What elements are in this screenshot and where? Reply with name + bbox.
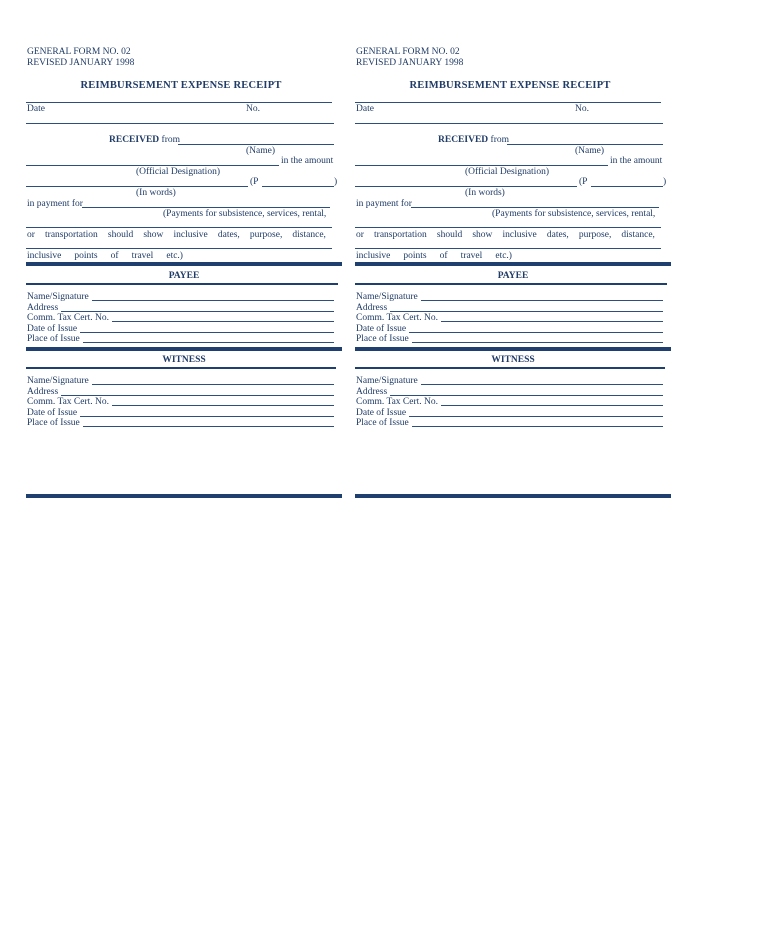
instruction-line-end xyxy=(356,251,512,262)
amount-words-field[interactable] xyxy=(355,186,577,187)
payee-heading: PAYEE xyxy=(168,271,200,281)
form-title: REIMBURSEMENT EXPENSE RECEIPT xyxy=(409,80,611,91)
instruction-word: purpose, xyxy=(249,230,283,240)
witness-place-of-issue-label: Place of Issue xyxy=(356,418,409,428)
peso-open: (P xyxy=(250,177,259,187)
form-header xyxy=(356,47,463,68)
payee-date-of-issue-field[interactable] xyxy=(409,332,663,333)
instruction-rule xyxy=(26,248,332,249)
peso-amount-field[interactable] xyxy=(262,186,334,187)
amount-label: in the amount xyxy=(610,156,663,166)
footer-rule xyxy=(26,494,342,498)
instruction-word: show xyxy=(472,230,493,240)
witness-address-label: Address xyxy=(356,386,388,397)
witness-tax-cert-no-field[interactable] xyxy=(112,405,334,406)
payment-for-field[interactable] xyxy=(82,207,330,208)
payment-for-field[interactable] xyxy=(411,207,659,208)
payee-name-signature-field[interactable] xyxy=(421,300,663,301)
form-number: GENERAL FORM NO. 02 xyxy=(27,47,131,57)
amount-label: in the amount xyxy=(281,156,334,166)
received-from-label: RECEIVED from xyxy=(438,135,509,145)
payments-hint: (Payments for subsistence, services, rental, xyxy=(163,209,327,219)
received-from-field[interactable] xyxy=(178,144,334,145)
witness-name-signature-field[interactable] xyxy=(421,384,663,385)
payee-tax-cert-no-field[interactable] xyxy=(441,321,663,322)
instruction-word: show xyxy=(143,230,164,240)
witness-date-of-issue-label: Date of Issue xyxy=(356,407,407,418)
witness-name-signature-label: Name/Signature xyxy=(356,376,418,386)
witness-heading: WITNESS xyxy=(162,355,206,365)
instruction-word: distance, xyxy=(621,230,655,240)
payee-address-label: Address xyxy=(27,302,59,313)
payee-address-field[interactable] xyxy=(390,311,663,312)
payee-address-field[interactable] xyxy=(61,311,334,312)
witness-tax-cert-no-label: Comm. Tax Cert. No. xyxy=(356,397,439,407)
top-rule xyxy=(26,102,332,103)
date-field[interactable] xyxy=(355,123,663,124)
payee-rule xyxy=(26,283,338,285)
witness-place-of-issue-field[interactable] xyxy=(412,426,663,427)
peso-amount-field[interactable] xyxy=(591,186,663,187)
witness-heading: WITNESS xyxy=(491,355,535,365)
date-label: Date xyxy=(356,104,374,114)
payee-place-of-issue-label: Place of Issue xyxy=(356,334,409,344)
designation-hint: (Official Designation) xyxy=(136,167,220,177)
designation-field[interactable] xyxy=(26,165,279,166)
name-hint: (Name) xyxy=(246,146,276,156)
payee-rule xyxy=(355,283,667,285)
footer-rule xyxy=(355,494,671,498)
instruction-word: travel xyxy=(131,251,154,261)
payee-name-signature-field[interactable] xyxy=(92,300,334,301)
payee-name-signature-label: Name/Signature xyxy=(27,292,89,302)
instruction-word: points xyxy=(74,251,98,261)
payee-tax-cert-no-label: Comm. Tax Cert. No. xyxy=(27,313,110,323)
instruction-line xyxy=(356,230,655,241)
witness-date-of-issue-field[interactable] xyxy=(409,416,663,417)
instruction-word: purpose, xyxy=(578,230,612,240)
peso-close: ) xyxy=(663,177,667,187)
payee-tax-cert-no-field[interactable] xyxy=(112,321,334,322)
instruction-word: dates, xyxy=(217,230,240,240)
date-label: Date xyxy=(27,104,45,114)
instruction-rule xyxy=(355,248,661,249)
instruction-word: or xyxy=(356,230,364,240)
payee-name-signature-label: Name/Signature xyxy=(356,292,418,302)
designation-field[interactable] xyxy=(355,165,608,166)
words-hint: (In words) xyxy=(465,188,505,198)
revision-date: REVISED JANUARY 1998 xyxy=(356,57,464,68)
payee-date-of-issue-label: Date of Issue xyxy=(356,323,407,334)
instruction-word: etc.) xyxy=(495,251,512,261)
name-hint: (Name) xyxy=(575,146,605,156)
payee-place-of-issue-label: Place of Issue xyxy=(27,334,80,344)
peso-close: ) xyxy=(334,177,338,187)
payment-rule xyxy=(26,227,332,228)
witness-address-label: Address xyxy=(27,386,59,397)
instruction-word: of xyxy=(110,251,119,261)
instruction-word: should xyxy=(436,230,463,240)
instruction-line-end xyxy=(27,251,183,262)
payee-place-of-issue-field[interactable] xyxy=(83,342,334,343)
payments-hint: (Payments for subsistence, services, rental, xyxy=(492,209,656,219)
witness-address-field[interactable] xyxy=(390,395,663,396)
instruction-word: or xyxy=(27,230,35,240)
form-number: GENERAL FORM NO. 02 xyxy=(356,47,460,57)
instruction-word: travel xyxy=(460,251,483,261)
instruction-word: of xyxy=(439,251,448,261)
instruction-word: transportation xyxy=(45,230,98,240)
instruction-word: distance, xyxy=(292,230,326,240)
received-from-field[interactable] xyxy=(507,144,663,145)
witness-name-signature-field[interactable] xyxy=(92,384,334,385)
instruction-word: should xyxy=(107,230,134,240)
witness-place-of-issue-label: Place of Issue xyxy=(27,418,80,428)
top-rule xyxy=(355,102,661,103)
payee-address-label: Address xyxy=(356,302,388,313)
payee-date-of-issue-label: Date of Issue xyxy=(27,323,78,334)
witness-address-field[interactable] xyxy=(61,395,334,396)
instruction-word: etc.) xyxy=(166,251,183,261)
revision-date: REVISED JANUARY 1998 xyxy=(27,57,135,68)
instruction-word: transportation xyxy=(374,230,427,240)
payment-for-label: in payment for xyxy=(27,199,83,209)
form-header xyxy=(27,47,134,68)
form-title: REIMBURSEMENT EXPENSE RECEIPT xyxy=(80,80,282,91)
amount-words-field[interactable] xyxy=(26,186,248,187)
instruction-word: points xyxy=(403,251,427,261)
instruction-word: inclusive xyxy=(27,251,62,261)
section-divider xyxy=(26,262,342,266)
witness-tax-cert-no-field[interactable] xyxy=(441,405,663,406)
payee-date-of-issue-field[interactable] xyxy=(80,332,334,333)
witness-tax-cert-no-label: Comm. Tax Cert. No. xyxy=(27,397,110,407)
instruction-word: dates, xyxy=(546,230,569,240)
payee-place-of-issue-field[interactable] xyxy=(412,342,663,343)
witness-date-of-issue-label: Date of Issue xyxy=(27,407,78,418)
payment-for-label: in payment for xyxy=(356,199,412,209)
instruction-word: inclusive xyxy=(502,230,537,240)
section-divider xyxy=(355,347,671,351)
date-field[interactable] xyxy=(26,123,334,124)
words-hint: (In words) xyxy=(136,188,176,198)
payee-heading: PAYEE xyxy=(497,271,529,281)
payee-tax-cert-no-label: Comm. Tax Cert. No. xyxy=(356,313,439,323)
instruction-word: inclusive xyxy=(356,251,391,261)
witness-name-signature-label: Name/Signature xyxy=(27,376,89,386)
witness-date-of-issue-field[interactable] xyxy=(80,416,334,417)
received-from-label: RECEIVED from xyxy=(109,135,180,145)
peso-open: (P xyxy=(579,177,588,187)
instruction-line xyxy=(27,230,326,241)
instruction-word: inclusive xyxy=(173,230,208,240)
witness-rule xyxy=(26,367,336,369)
section-divider xyxy=(355,262,671,266)
payment-rule xyxy=(355,227,661,228)
section-divider xyxy=(26,347,342,351)
number-label: No. xyxy=(575,104,589,114)
number-label: No. xyxy=(246,104,260,114)
witness-rule xyxy=(355,367,665,369)
witness-place-of-issue-field[interactable] xyxy=(83,426,334,427)
designation-hint: (Official Designation) xyxy=(465,167,549,177)
